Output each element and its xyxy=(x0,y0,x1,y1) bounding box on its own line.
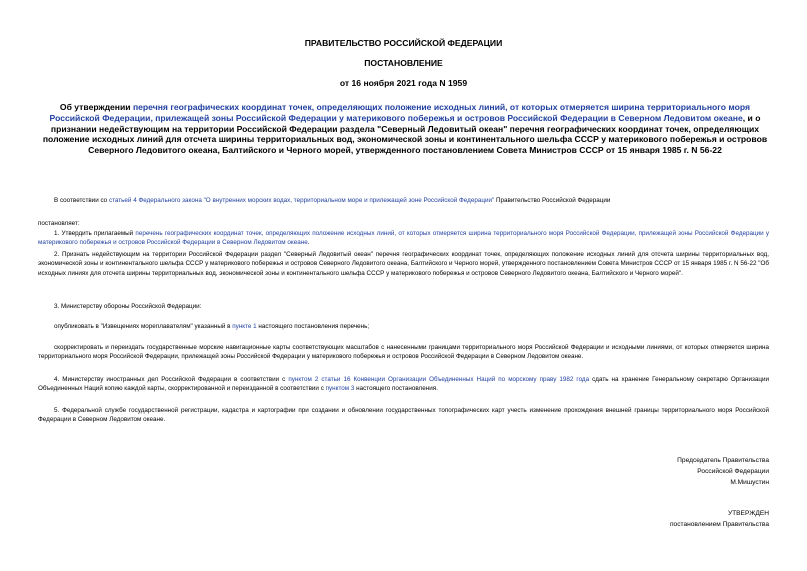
government-heading: ПРАВИТЕЛЬСТВО РОССИЙСКОЙ ФЕДЕРАЦИИ xyxy=(304,38,503,48)
item-3b-text: скорректировать и переиздать государственные морские навигационные карты соответствующих масштабов с нанесенными границами территориального моря Российской Федерации и исходными линиями, от которых отмеряется ширина территориального моря Российской Федерации, прилежащей зоны Российской Федерации у материкового побережья и островов Российской Федерации в Северном Ледовитом океане. xyxy=(38,344,769,361)
item-4-mid: сдать на хранение Генеральному секретарю Организации Объединенных Наций копию каждой карты, скорректированной и переизданной в соответствии с xyxy=(38,376,769,393)
item-1-suffix: . xyxy=(307,239,310,247)
document-title xyxy=(34,102,776,156)
item-3a-link[interactable]: пункте 1 xyxy=(232,323,257,330)
signature-position: Председатель Правительства xyxy=(677,457,769,464)
item-3a-prefix: опубликовать в "Извещениях мореплавателям" указанный в xyxy=(54,323,233,330)
convention-link[interactable]: пунктом 2 статьи 16 Конвенции Организации Объединенных Наций по морскому праву 1982 года xyxy=(288,376,590,383)
item-4-suffix: настоящего постановления. xyxy=(354,385,438,393)
decrees-paragraph: постановляет: xyxy=(38,220,80,227)
item-3-text: 3. Министерству обороны Российской Федерации: xyxy=(54,303,202,310)
item-2-paragraph xyxy=(38,250,769,278)
title-list-link[interactable]: перечня географических координат точек, определяющих положение исходных линий, от которых отмеряется ширина территориального моря Российской Федерации, прилежащей зоны Российской Федерации у материкового побережья и островов Российской Федерации в Северном Ледовитом океане xyxy=(49,102,751,123)
document-type: ПОСТАНОВЛЕНИЕ xyxy=(364,58,443,68)
item-2-text: 2. Признать недействующим на территории Российской Федерации раздел "Северный Ледовитый океан" перечня географических координат точек, определяющих положение исходных линий для отсчета ширины территориальных вод, экономической зоны и континентального шельфа СССР у материкового побережья и островов Северного Ледовитого океана, Балтийского и Черного морей, утвержденного постановлением Совета Министров СССР от 15 января 1985 г. N 56-22 "Об исходных линиях для отсчета ширины территориальных вод, экономической зоны и континентального шельфа СССР у материкового побережья и островов Северного Ледовитого океана, Балтийского и Черного морей". xyxy=(38,251,769,277)
intro-paragraph xyxy=(38,196,769,205)
signature-block xyxy=(469,455,769,488)
title-suffix: , и о признании недействующим на территории Российской Федерации раздела "Северный Ледовитый океан" перечня географических координат точек, определяющих положение исходных линий для отсчета ширины территориальных вод, экономической зоны и континентального шельфа СССР у материкового побережья и островов Северного Ледовитого океана, Балтийского и Черного морей, утвержденного постановлением Совета Министров СССР от 15 января 1985 г. N 56-22 xyxy=(42,112,768,156)
signature-country: Российской Федерации xyxy=(697,468,769,475)
item-1-prefix: 1. Утвердить прилагаемый xyxy=(54,230,136,237)
date-number: от 16 ноября 2021 года N 1959 xyxy=(339,78,468,88)
item-5-paragraph xyxy=(38,406,769,425)
item-5-text: 5. Федеральной службе государственной регистрации, кадастра и картографии при создании и обновлении государственных топографических карт учесть изменение прохождения внешней границы территориального моря Российской Федерации в Северном Ледовитом океане. xyxy=(38,407,769,424)
item-4-paragraph xyxy=(38,375,769,394)
item-4-point-3-link[interactable]: пунктом 3 xyxy=(325,385,355,393)
approval-reference: постановлением Правительства xyxy=(669,521,769,528)
item-1-paragraph xyxy=(38,229,769,248)
item-3b-paragraph xyxy=(38,343,769,362)
title-prefix: Об утверждении xyxy=(59,102,133,112)
approval-heading: УТВЕРЖДЕН xyxy=(727,510,769,517)
signature-name: М.Мишустин xyxy=(730,479,769,486)
approval-block xyxy=(469,508,769,530)
law-article-link[interactable]: статьей 4 Федерального закона "О внутренних морских водах, территориальном море и прилежащей зоне Российской Федерации" xyxy=(108,197,495,204)
intro-suffix: Правительство Российской Федерации xyxy=(494,197,611,204)
item-3-paragraph xyxy=(38,302,769,311)
item-4-prefix: 4. Министерству иностранных дел Российской Федерации в соответствии с xyxy=(54,376,289,383)
item-3a-suffix: настоящего постановления перечень; xyxy=(256,323,370,330)
item-3a-paragraph xyxy=(38,322,769,331)
intro-prefix: В соответствии со xyxy=(54,197,109,204)
item-1-list-link[interactable]: перечень географических координат точек, определяющих положение исходных линий, от которых отмеряется ширина территориального моря Российской Федерации, прилежащей зоны Российской Федерации у материкового побережья и островов Российской Федерации в Северном Ледовитом океане xyxy=(38,230,770,247)
